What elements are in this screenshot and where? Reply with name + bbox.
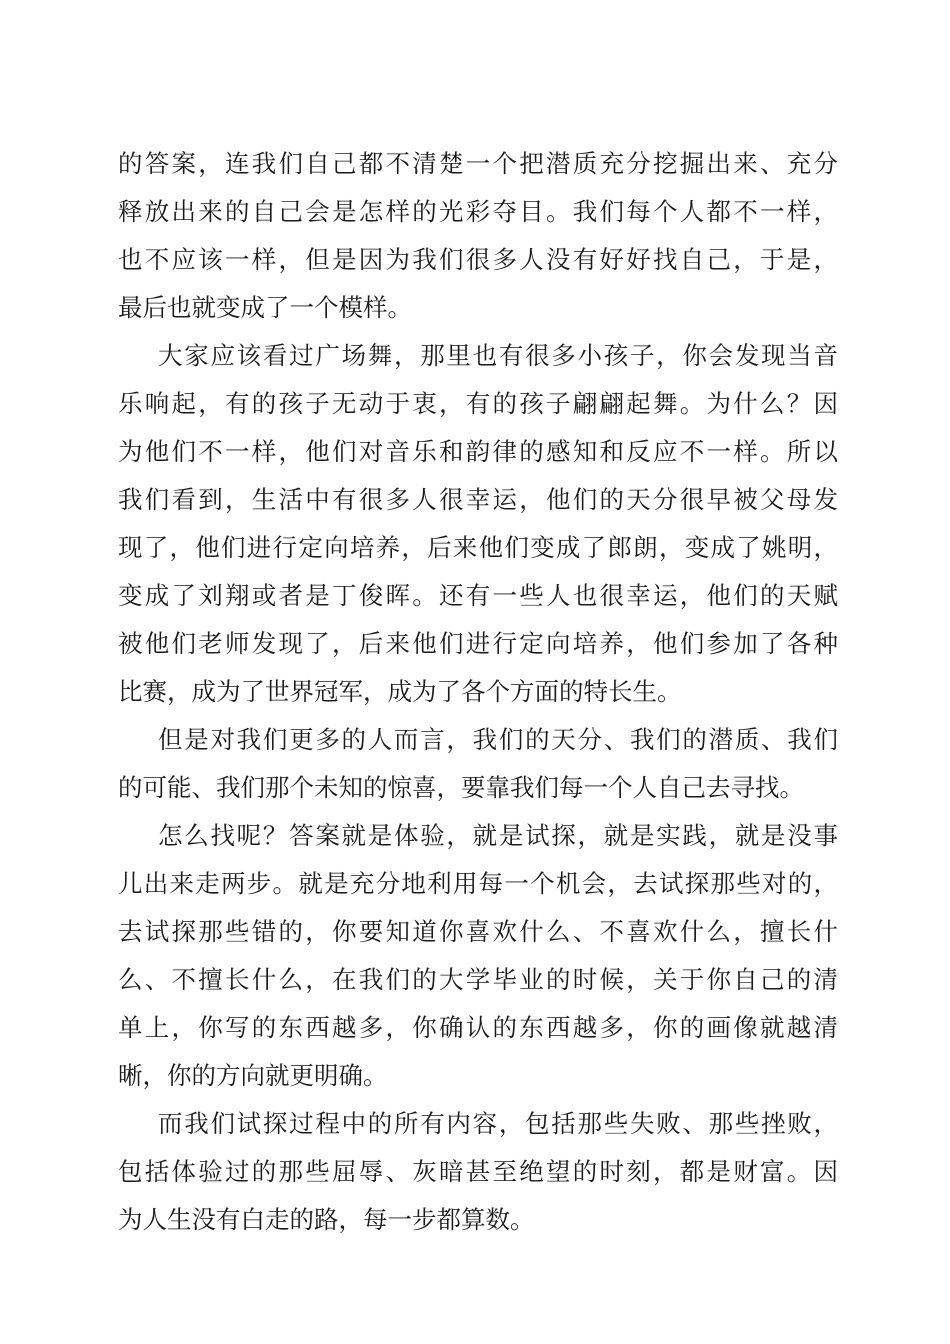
paragraph-1-line-1: 的答案，连我们自己都不清楚一个把潜质充分挖掘出来、充分	[118, 149, 838, 178]
paragraph-2-line-6: 变成了刘翔或者是丁俊晖。还有一些人也很幸运，他们的天赋	[118, 581, 838, 610]
paragraph-4-line-5: 单上，你写的东西越多，你确认的东西越多，你的画像就越清	[118, 1013, 838, 1042]
paragraph-2-line-1: 大家应该看过广场舞，那里也有很多小孩子，你会发现当音	[158, 341, 838, 370]
paragraph-5-line-2: 包括体验过的那些屈辱、灰暗甚至绝望的时刻，都是财富。因	[118, 1157, 838, 1186]
paragraph-2-line-2: 乐响起，有的孩子无动于衷，有的孩子翩翩起舞。为什么？因	[118, 389, 838, 418]
paragraph-4-line-4: 么、不擅长什么，在我们的大学毕业的时候，关于你自己的清	[118, 965, 838, 994]
paragraph-4-line-2: 儿出来走两步。就是充分地利用每一个机会，去试探那些对的，	[118, 869, 838, 898]
paragraph-1-line-3: 也不应该一样，但是因为我们很多人没有好好找自己，于是，	[118, 245, 838, 274]
document-body	[118, 140, 838, 1244]
paragraph-3-line-1: 但是对我们更多的人而言，我们的天分、我们的潜质、我们	[158, 725, 838, 754]
paragraph-5-line-3: 为人生没有白走的路，每一步都算数。	[118, 1205, 535, 1234]
paragraph-3-line-2: 的可能、我们那个未知的惊喜，要靠我们每一个人自己去寻找。	[118, 773, 804, 802]
paragraph-1-line-4: 最后也就变成了一个模样。	[118, 293, 412, 322]
paragraph-2-line-8: 比赛，成为了世界冠军，成为了各个方面的特长生。	[118, 677, 682, 706]
paragraph-4-line-3: 去试探那些错的，你要知道你喜欢什么、不喜欢什么，擅长什	[118, 917, 838, 946]
paragraph-1-line-2: 释放出来的自己会是怎样的光彩夺目。我们每个人都不一样，	[118, 197, 838, 226]
paragraph-2-line-4: 我们看到，生活中有很多人很幸运，他们的天分很早被父母发	[118, 485, 838, 514]
paragraph-5-line-1: 而我们试探过程中的所有内容，包括那些失败、那些挫败，	[158, 1109, 838, 1138]
paragraph-2-line-7: 被他们老师发现了，后来他们进行定向培养，他们参加了各种	[118, 629, 838, 658]
paragraph-4-line-1: 怎么找呢？答案就是体验，就是试探，就是实践，就是没事	[158, 821, 838, 850]
paragraph-2-line-3: 为他们不一样，他们对音乐和韵律的感知和反应不一样。所以	[118, 437, 838, 466]
paragraph-2-line-5: 现了，他们进行定向培养，后来他们变成了郎朗，变成了姚明，	[118, 533, 838, 562]
paragraph-4-line-6: 晰，你的方向就更明确。	[118, 1061, 388, 1090]
